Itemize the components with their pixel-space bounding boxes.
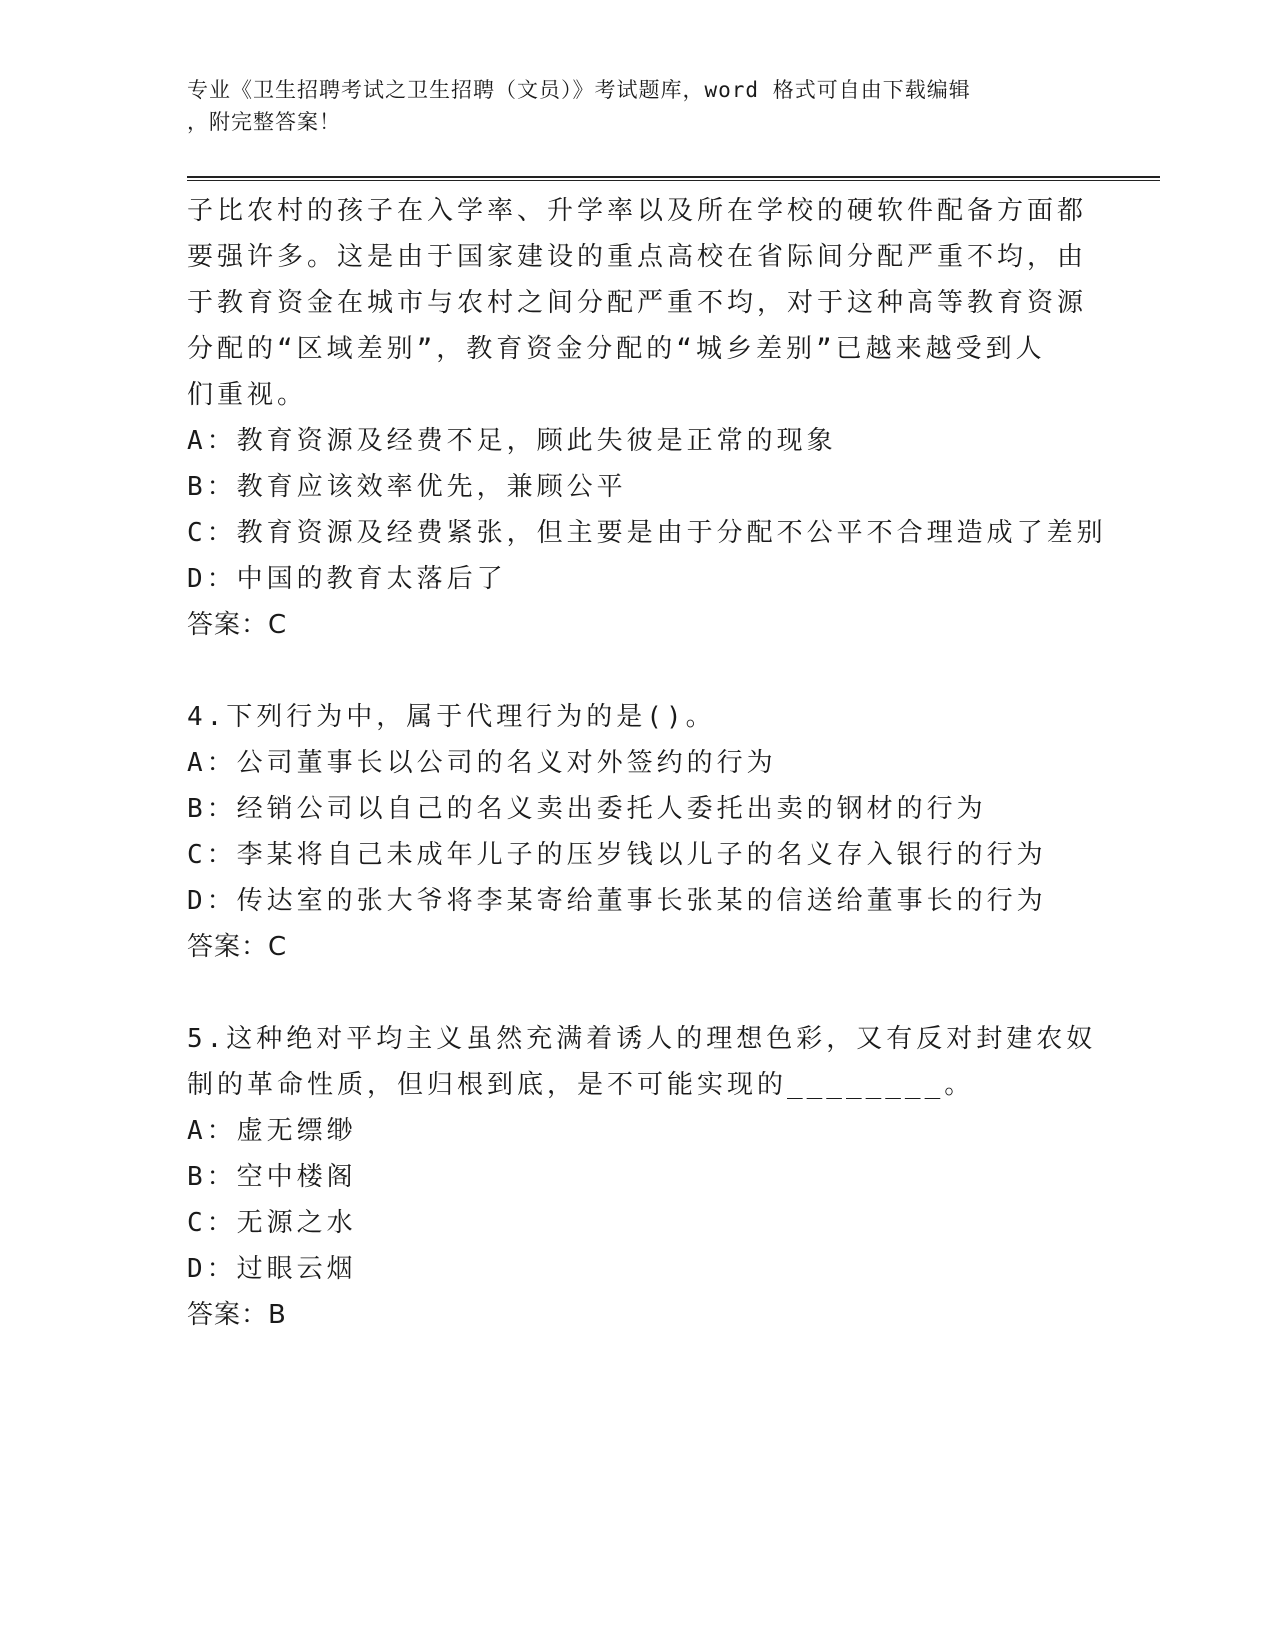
option-c: C：李某将自己未成年儿子的压岁钱以儿子的名义存入银行的行为	[187, 840, 1047, 870]
option-a: A：教育资源及经费不足，顾此失彼是正常的现象	[187, 426, 837, 456]
question-stem-line: 制的革命性质，但归根到底，是不可能实现的________。	[187, 1070, 975, 1100]
question-stem-line: 5.这种绝对平均主义虽然充满着诱人的理想色彩，又有反对封建农奴	[187, 1024, 1097, 1054]
question-content	[187, 188, 1107, 1338]
option-a: A：虚无缥缈	[187, 1116, 357, 1146]
option-a: A：公司董事长以公司的名义对外签约的行为	[187, 748, 777, 778]
question-5	[187, 1016, 1097, 1338]
question-stem-line: 分配的“区域差别”，教育资金分配的“城乡差别”已越来越受到人	[187, 334, 1046, 364]
option-d: D：传达室的张大爷将李某寄给董事长张某的信送给董事长的行为	[187, 886, 1047, 916]
header-line-2: ，附完整答案！	[187, 110, 341, 134]
question-stem-line: 们重视。	[187, 380, 308, 410]
question-stem-line: 4.下列行为中，属于代理行为的是()。	[187, 702, 716, 732]
question-stem-line: 要强许多。这是由于国家建设的重点高校在省际间分配严重不均，由	[187, 242, 1088, 272]
question-stem-line: 于教育资金在城市与农村之间分配严重不均，对于这种高等教育资源	[187, 288, 1088, 318]
question-stem-line: 子比农村的孩子在入学率、升学率以及所在学校的硬软件配备方面都	[187, 196, 1088, 226]
answer-label: 答案：B	[187, 1300, 287, 1330]
option-b: B：空中楼阁	[187, 1162, 357, 1192]
option-c: C：教育资源及经费紧张，但主要是由于分配不公平不合理造成了差别	[187, 518, 1107, 548]
option-c: C：无源之水	[187, 1208, 357, 1238]
page-header	[187, 74, 1087, 138]
answer-label: 答案：C	[187, 610, 288, 640]
question-4	[187, 694, 1087, 970]
header-divider	[187, 176, 1160, 181]
option-b: B：经销公司以自己的名义卖出委托人委托出卖的钢材的行为	[187, 794, 987, 824]
answer-label: 答案：C	[187, 932, 288, 962]
option-d: D：过眼云烟	[187, 1254, 357, 1284]
header-line-1: 专业《卫生招聘考试之卫生招聘（文员）》考试题库，word 格式可自由下载编辑	[187, 78, 971, 102]
question-3	[187, 188, 1107, 648]
option-d: D：中国的教育太落后了	[187, 564, 507, 594]
option-b: B：教育应该效率优先，兼顾公平	[187, 472, 627, 502]
